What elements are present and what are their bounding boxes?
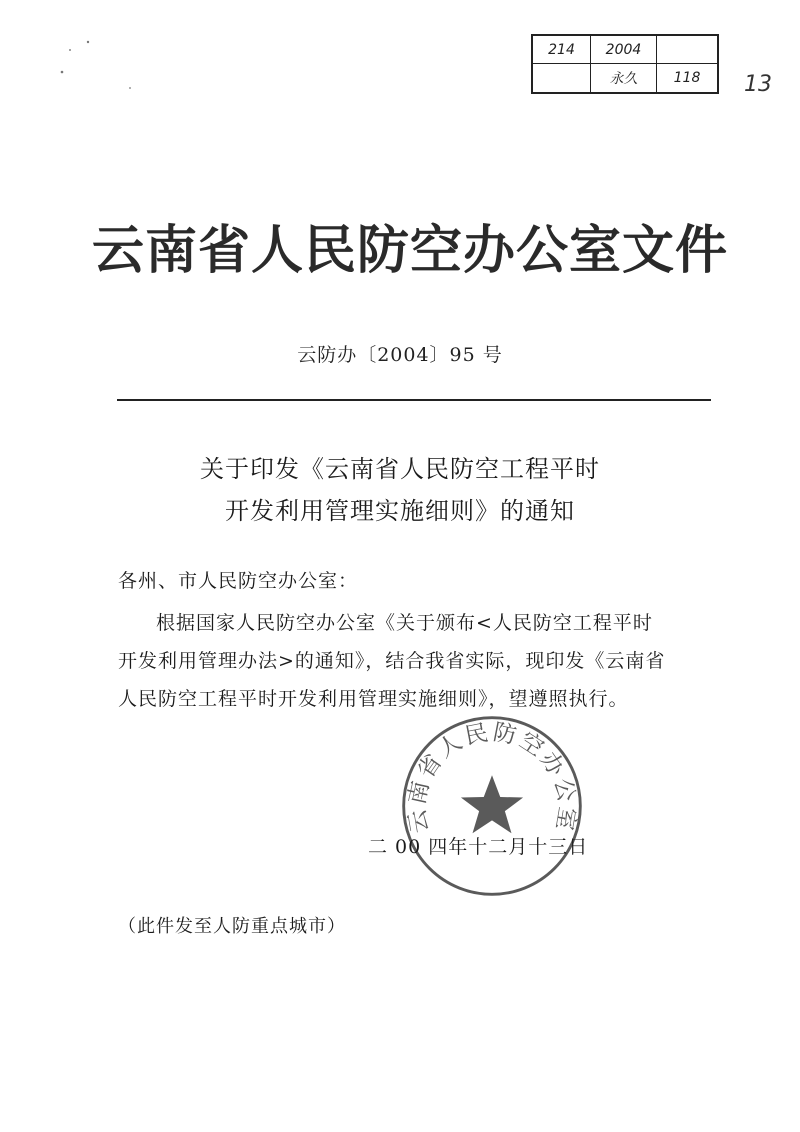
archive-cell: 2004 xyxy=(591,36,657,64)
issuer-title: 云南省人民防空办公室文件 xyxy=(91,221,728,281)
document-number: 云防办〔2004〕95 号 xyxy=(297,344,503,366)
body-text xyxy=(118,604,708,718)
notice-title-line: 开发利用管理实施细则》的通知 xyxy=(225,497,575,525)
page-number: 13 xyxy=(744,72,772,97)
body-line: 人民防空工程平时开发利用管理实施细则》，望遵照执行。 xyxy=(118,688,629,710)
archive-record-box xyxy=(531,34,719,94)
archive-cell xyxy=(657,36,717,64)
scan-specks xyxy=(40,20,160,100)
header-divider xyxy=(117,399,711,401)
notice-title xyxy=(0,448,800,532)
archive-cell: 永久 xyxy=(591,64,657,92)
seal-text: 云南省人民防空办公室 xyxy=(403,719,581,835)
notice-title-line: 关于印发《云南省人民防空工程平时 xyxy=(200,455,600,483)
distribution-note: （此件发至人防重点城市） xyxy=(118,916,346,937)
body-line: 开发利用管理办法>的通知》，结合我省实际，现印发《云南省 xyxy=(118,650,666,672)
body-line: 根据国家人民防空办公室《关于颁布<人民防空工程平时 xyxy=(156,612,653,634)
archive-cell xyxy=(533,64,591,92)
salutation: 各州、市人民防空办公室： xyxy=(118,570,359,592)
archive-cell: 118 xyxy=(673,70,701,86)
official-seal-icon xyxy=(396,710,588,902)
archive-cell: 214 xyxy=(533,36,591,64)
issue-date: 二 00 四年十二月十三日 xyxy=(368,836,589,858)
